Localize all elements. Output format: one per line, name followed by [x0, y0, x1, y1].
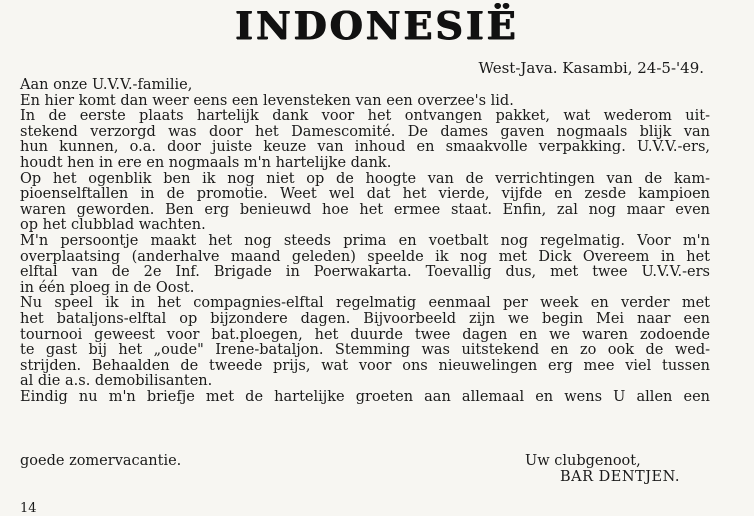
text-line: elftal van de 2e Inf. Brigade in Poerwakarta. Toevallig dus, met twee U.V.V.-ers [20, 264, 710, 281]
text-line: in één ploeg in de Oost. [20, 279, 195, 296]
text-line: strijden. Behaalden de tweede prijs, wat voor ons nieuwelingen erg mee viel tussen [20, 357, 710, 374]
text-line: Nu speel ik in het compagnies-elftal regelmatig eenmaal per week en verder met [20, 295, 710, 312]
closing-block [20, 453, 710, 485]
closing-left: goede zomervacantie. [20, 453, 182, 469]
letter-body [20, 78, 710, 405]
text-line: M'n persoontje maakt het nog steeds prima en voetbalt nog regelmatig. Voor m'n [20, 232, 710, 249]
signature: BAR DENTJEN. [560, 468, 680, 485]
text-line: al die a.s. demobilisanten. [20, 373, 213, 390]
text-line: hun kunnen, o.a. door juiste keuze van inhoud en smaakvolle verpakking. U.V.V.-ers, [20, 139, 710, 156]
text-line: tournooi geweest voor bat.ploegen, het duurde twee dagen en we waren zodoende [20, 326, 710, 343]
text-line: En hier komt dan weer eens een levensteken van een overzee's lid. [20, 92, 514, 109]
text-line: Eindig nu m'n briefje met de hartelijke groeten aan allemaal en wens U allen een [20, 388, 710, 405]
text-line: te gast bij het „oude" Irene-bataljon. Stemming was uitstekend en zo ook de wed- [20, 342, 710, 359]
text-line: houdt hen in ere en nogmaals m'n hartelijke dank. [20, 154, 392, 171]
text-line: overplaatsing (anderhalve maand geleden) speelde ik nog met Dick Overeem in het [20, 248, 710, 265]
page-number: 14 [20, 501, 37, 516]
text-line: In de eerste plaats hartelijk dank voor het ontvangen pakket, wat wederom uit- [20, 108, 710, 125]
text-line: Op het ogenblik ben ik nog niet op de hoogte van de verrichtingen van de kam- [20, 170, 710, 187]
article-title: INDONESIË [235, 3, 519, 48]
text-line: waren geworden. Ben erg benieuwd hoe het ermee staat. Enfin, zal nog maar even [20, 201, 710, 218]
text-line: op het clubblad wachten. [20, 217, 206, 234]
closing-greeting: Uw clubgenoot, [525, 453, 641, 469]
dateline: West-Java. Kasambi, 24-5-'49. [478, 59, 704, 77]
text-line: het bataljons-elftal op bijzondere dagen. Bijvoorbeeld zijn we begin Mei naar een [20, 310, 710, 327]
text-line: pioenselftallen in de promotie. Weet wel dat het vierde, vijfde en zesde kampioen [20, 186, 710, 203]
text-line: stekend verzorgd was door het Damescomité. De dames gaven nogmaals blijk van [20, 123, 710, 140]
salutation: Aan onze U.V.V.-familie, [20, 77, 193, 93]
